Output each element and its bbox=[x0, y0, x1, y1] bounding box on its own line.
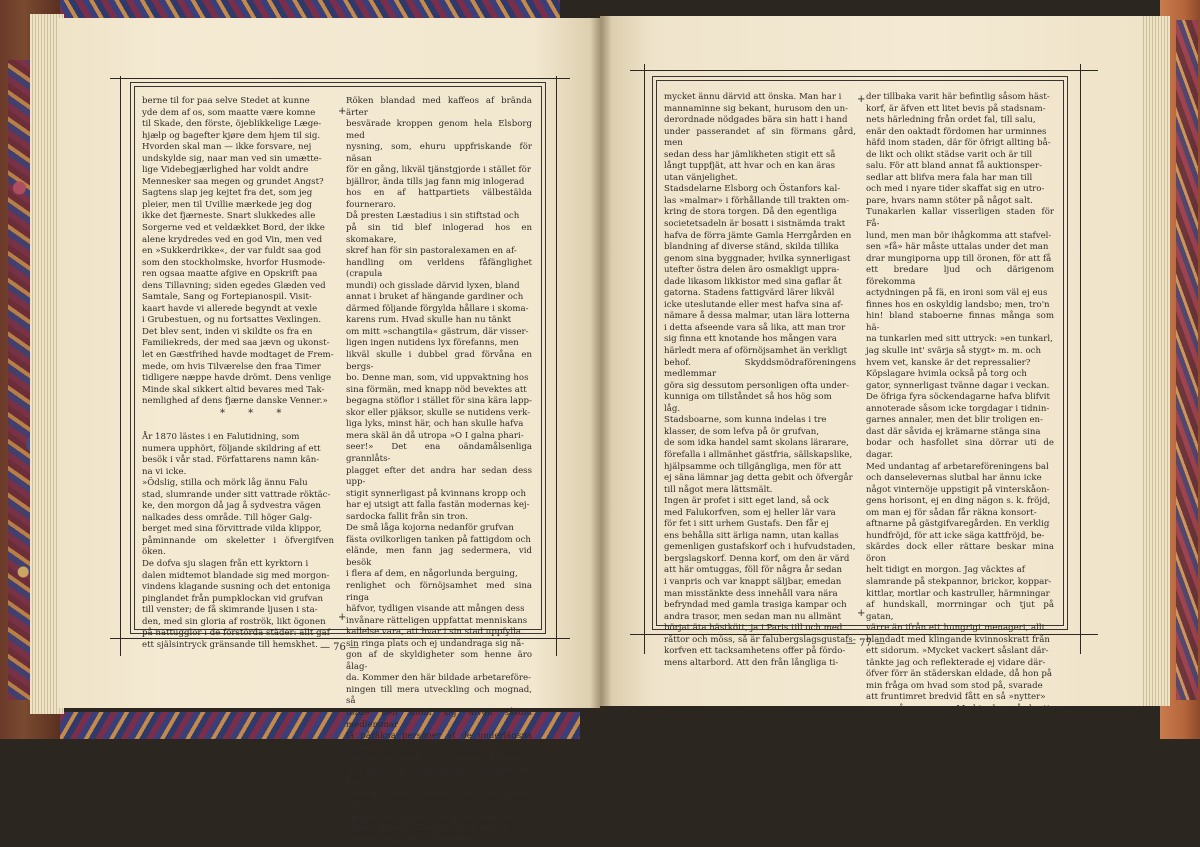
right-marbled-edge bbox=[1176, 20, 1198, 700]
column-marker: + bbox=[338, 612, 347, 623]
column-marker: + bbox=[338, 106, 347, 117]
page-number-right: — 77 — bbox=[846, 638, 886, 649]
frame-vertical-line-left bbox=[644, 64, 645, 654]
frame-vertical-line-right bbox=[1080, 64, 1081, 654]
book-gutter-shadow bbox=[590, 14, 612, 712]
column-marker: + bbox=[857, 608, 866, 619]
left-page bbox=[58, 18, 600, 845]
right-page-edges bbox=[1140, 16, 1170, 706]
right-page bbox=[600, 16, 1142, 714]
top-marbled-edge bbox=[60, 0, 560, 18]
page-number-left: — 76 — bbox=[320, 642, 360, 653]
right-column-2-text: der tillbaka varit här befintlig såsom häst- korf, är äfven ett litet bevis på stadsnam- nets härledning från ordet fal, till salu, enär den oaktadt fördomen har urminnes häfd inom staden, där för öfrigt allting bå- de likt och olikt städse varit och är till salu. För att bland annat få auktionsper- sedlar att blifva mera fala har man till och med i nyare tider skaffat sig en utro- pare, hvars namn stöter på något salt. Tunakarlen kallar visserligen staden för Få- lund, men man bör ihågkomma att stafvel- sen »få» här måste uttalas under det man drar mungiporna upp till öronen, för att få ett bredare ljud och därigenom förekomma actydningen på fä, en ironi som väl ej eus finnes hos en oskyldig landsbo; men, tro'n hin! bland staboerne finnas många som hä- na tunkarlen med sitt uttryck: »en tunkarl, jag skulle int' svärja så stygt» m. m. och hvem vet, kanske är det repressalier? Köpslagare hvimla också på torg och gator, synnerligast tvänne dagar i veckan. De öfriga fyra söckendagarne hafva blifvit annoterade såsom icke torgdagar i tidnin- garnes annaler, men det blir troligen en- dast där såvida ej krämarne stänga sina bodar och hasfollet sina dörrar uti de dagar. Med undantag af arbetareföreningens bal och danselevernas slutbal har ännu icke något vinternöje uppstigit på vinterskåon- gens horisont, ej en ding nägon s. k. fröjd, om man ej för sådan får räkna konsort- aftnarne på gästgifvaregården. En verklig hundfröjd, för att icke säga kattfröjd, be- skärdes dock eller rättare beskar mina öron helt tidigt en morgon. Jag väcktes af slamrande på stekpannor, brickor, koppar- kittlar, mortlar och kastruller, härmningar af hundskall, morrningar och tjut på gatan, värre än ifrån ett hungrigt menageri, allt blandadt med klingande kvinnoskratt från ett sidorum. »Mycket vackert såslant där- tänkte jag och reflekterade ej vidare där- öfver förr än städerskan eldade, då hon på min fråga om hvad som stod på, svarade att fruntimret bredvid fått en så »nytter» gosse på morgonen. Med tanken på skratt- bbox=[866, 92, 1054, 714]
frame-horizontal-line-top bbox=[110, 78, 570, 79]
frame-horizontal-line-top bbox=[630, 70, 1098, 71]
right-column-1-text: mycket ännu därvid att önska. Man har i mannaminne sig bekant, hurusom den un- derordnade nödgades bära sin hatt i hand under passerandet af sin förmans gård, men sedan dess har jämlikheten stigit ett så långt tuppfjät, att hvar och en kan äras utan vänjelighet. Stadsdelarne Elsborg och Östanfors kal- las »malmar» i förhållande till trakten om- kring de stora torgen. Då den egentliga societetsadeln är bosatt i sistnämda trakt hafva de förra jämte Gamla Herrgården en blandning af diverse ständ, skilda tillika genom sina byggnader, hvilka synnerligast utefter östra delen äro osmakligt uppra- dade likasom likkistor med sina gaflar åt gatorna. Stadens fattigvärd lärer likväl icke uteslutande eller mest hafva sina af- nämare å dessa malmar, utan lära lotterna i detta afseende vara så lika, att man tror sig finna ett knotande hos mången vara härledt mera af oförnöjsamhet än verkligt behof. Skyddsmödraföreningens medlemmar göra sig dessutom personligen ofta under- kunniga om tillståndet så hos hög som låg. Stadsboarne, som kunna indelas i tre klasser, de som lefva på ör grufvan, de som idka handel samt skolans lärarare, förefalla i allmänhet gästfria, sällskapslike, hjälpsamme och tillgängliga, men för att ej säna lämnar jag detta gebit och öfvergår till något mera lättsmält. Ingen är profet i sitt eget land, så ock med Falukorfven, som ej heller lär vara för fet i sitt urhem Gustafs. Den får ej ens behålla sitt ärliga namn, utan kallas gemenligen gustafskorf och i hufvudstaden, bergslagskorf. Denna korf, om den är värd att här omtuggas, föll för några år sedan i vanpris och var knappt säljbar, emedan man misstänkte dess innehåll vara nära befryndad med gamla trasiga kampar och andra trasor, men sedan man nu allmänt börjat äta hästkött, ja i Paris till och med råttor och möss, så är falubergslagsgustafs- korfven ett tacksamhetens offer på fördo- mens altarbord. Att den från långliga ti- bbox=[664, 92, 856, 668]
frame-vertical-line-right bbox=[556, 76, 557, 656]
left-column-1-top-text: berne til for paa selve Stedet at kunne yde dem af os, som maatte være komne til Skade, den förste, öjeblikkelige Læge- hjælp og bagefter kjøre dem hjem til sig. Hvorden skal man — ikke forsvare, nej undskylde sig, naar man ved sin umætte- lige Videbegjærlighed har voldt andre Mennesker saa megen og grundet Angst? Sagtens slap jeg kejtet fra det, som jeg pleier, men til Uvillie mærkede jeg dog ikke det fjærneste. Snart slukkedes alle Sorgerne ved et veldækket Bord, der ikke alene krydredes ved en god Vin, men ved en »Sukkerdrikke«, der var fuldt saa god som den stockholmske, hvorfor Husmode- ren ogsaa maatte afgive en Opskrift paa dens Tillavning; siden egedes Glæden ved Samtale, Sang og Fortepianospil. Visit- kaart havde vi allerede begyndt at vexle i Grubestuen, og nu fortsattes Vexlingen. Det blev sent, inden vi skildte os fra en Familiekreds, der med saa jævn og ukonst- let en Gæstfrihed havde modtaget de Frem- mede, om hvis Tilværelse den fraa Timer tidligere næppe havde drömt. Dens venlige Minde skal sikkert altid bevares med Tak- nemlighed af dens fjærne danske Venner.» bbox=[142, 96, 334, 407]
left-column-2-text: Röken blandad med kaffeos af brända ärter besvärade kroppen genom hela Elsborg med nysning, som, ehuru uppfriskande för näsan för en gång, likväl tjänstgjorde i stället för bjällror, ända tills jag fann mig inlogerad hos en af hattpartiets välbestälda fourneraro. Då presten Læstadius i sin stiftstad och på sin tid blef inlogerad hos en skomakare, skref han för sin pastoralexamen en af- handling om verldens fåfänglighet (crapula mundi) och gisslade därvid lyxen, bland annat i bruket af hängande gardiner och därmed följande förgylda hållare i skoma- karens rum. Hvad skulle han nu tänkt om mitt »schangtila« gästrum, där visser- ligen ingen nutidens lyx förefanns, men likväl skulle i dubbel grad förvåna en bergs- bo. Denne man, som, vid uppvaktning hos sina förmän, med knapp nöd bevektes att begagna stöflor i stället för sina kära lapp- skor eller pjäksor, skulle se nutidens verk- liga lyks, minst här, och han skulle hafva mera skäl än då utropa »O I galna phari- seer!» Det ena oändamålsenliga grannlåts- plagget efter det andra har sedan dess upp- stigit synnerligast på kvinnans kropp och har ej utsigt att falla fastän modernas kej- sardocka fallit från sin tron. De små låga kojorna nedanför grufvan fästa ovilkorligen tanken på fattigdom och elände, men fann jag sedermera, vid besök i flera af dem, en någorlunda berguing, renlighet och förnöjsamhet med sina ringa häfvor, tydligen visande att mången dess invånare rätteligen uppfattat menniskans kallelse vara, att hvar i sin stad uppfylla sin ringa plats och ej undandraga sig nå- gon af de skyldigheter som henne äro ålag- da. Kommer den här bildade arbetareföre- ningen till mera utveckling och mognad, så torde den inom sig äfven såsom medlemmar få påräkna personer af de underlägsna stads- boarna, hos hvilka ett ordentligt lefnads- sätt samt en arbetsam och riktande flit kan befordra icke allenast den kroppsliga utbild- ningen utan äfven en hög moralisk vär- dighet. Ständsskilnaden är väl här ej så förskräcklig, men till arbetarnes bästa är bbox=[346, 96, 532, 845]
left-column-1-bottom-text: År 1870 lästes i en Falutidning, som numera upphört, följande skildring af ett besök i vår stad. Författarens namn kän- na vi icke. »Ödslig, stilla och mörk låg ännu Falu stad, slumrande under sitt vattrade röktäc- ke, den morgon då jag å sydvestra vägen nalkades dess område. Till höger Galg- berget med sina förvittrade vilda klippor, påminnande om skeletter i öfvergifven öken. De dofva sju slagen från ett kyrktorn i dalen midtemot blandade sig med morgon- vindens klagande susning och det entoniga pinglandet från pumpklockan vid grufvan till venster; de få skimrande ljusen i sta- den, med sin gloria af roströk, likt ögonen på nattugglor i de förstörda städer: allt gaf ett själsintryck gränsande till hemskhet. bbox=[142, 432, 334, 650]
column-marker: + bbox=[857, 94, 866, 105]
frame-vertical-line-left bbox=[120, 76, 121, 656]
section-divider-asterisks: * * * bbox=[220, 408, 292, 419]
